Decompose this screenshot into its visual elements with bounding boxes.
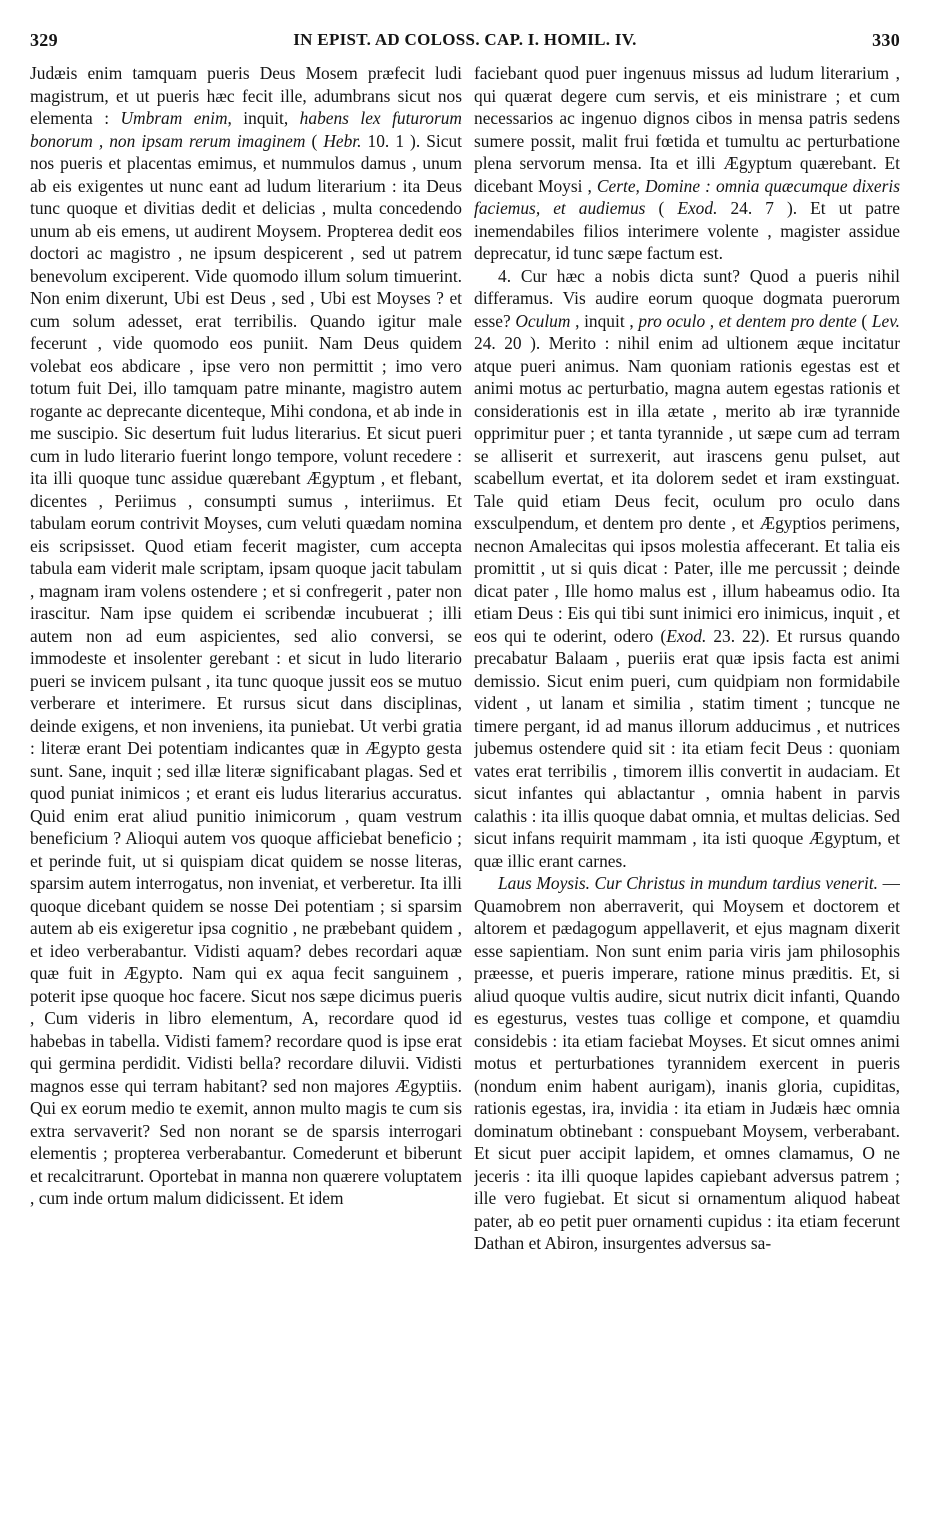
page-number-left: 329	[30, 30, 58, 50]
text-run: , inquit ,	[570, 310, 639, 331]
page-number-right: 330	[872, 30, 900, 50]
scripture-reference: Exod.	[677, 198, 718, 218]
paragraph	[474, 265, 900, 873]
text-run: 24. 7 ). Et ut patre inemendabiles filios interimere volente , magister assidue deprecatur, id tunc sæpe factum est.	[474, 198, 900, 263]
text-run: , inquit,	[227, 108, 300, 128]
text-run: — Quamobrem non aberraverit, qui Moysem et doctorem et altorem et pædagogum appellaverit, et ejus magnam dixerit esse sapientiam. Non sunt enim paria viris jam philosophis præesse, et pueris imperare, ratione minus præditis. Et, si aliud quoque vultis audire, sicut nutrix dicit infanti, Quando es egesturus, vestes tuas collige et compone, et quamdiu considebis : ita etiam faciebat Moyses. Et sicut omnes animi motus et perturbationes tyrannidem exercent in pueris (nondum enim habent aurigam), inanis gloria, cupiditas, rationis egestas, ira, invidia : ita etiam in Judæis hæc omnia dominatum obtinebant : conspuebant Moysem, verberabant. Et sicut puer accipit lapidem, et omnes clamamus, O ne jeceris : ita illi quoque lapides capiebant adversus patrem ; ille vero fugiebat. Et sicut si ornamentum aliquod habeat pater, ab eo petit puer ornamenti cupidus : ita etiam fecerunt Dathan et Abiron, insurgentes adversus sa-	[474, 873, 900, 1253]
running-header	[30, 30, 900, 60]
scripture-quote: Certe, Domine : omnia quæcumque dixeris faciemus, et audiemus	[474, 175, 900, 218]
paragraph	[474, 872, 900, 1255]
left-column	[30, 62, 462, 1532]
scripture-quote: Oculum	[515, 310, 571, 331]
text-run: 4. Cur hæc a nobis dicta sunt? Quod a pueris nihil differamus. Vis audire eorum quoque dogmata puerorum esse?	[474, 265, 900, 331]
text-run: faciebant quod puer ingenuus missus ad ludum literarium , qui quærat degere cum servis, et eis ministrare ; et cum necessarios ac ingenuo dignos cibos in mensa patris sedens sumere possit, malit frui fœtida et tumultu ac perturbatione plena servorum mensa. Ita et illi Ægyptum quærebant. Et dicebant Moysi ,	[474, 63, 900, 196]
section-heading: Laus Moysis. Cur Christus in mundum tardius venerit.	[498, 873, 879, 893]
scripture-quote: habens lex futurorum bonorum , non ipsam rerum imaginem	[30, 108, 462, 151]
running-title: IN EPIST. AD COLOSS. CAP. I. HOMIL. IV.	[293, 30, 637, 49]
right-column	[474, 62, 900, 1532]
paragraph	[30, 62, 462, 1210]
text-run: 24. 20 ). Merito : nihil enim ad ultionem æque incitatur atque pueri animus. Nam quoniam rationis egestas est et animi motus ac perturbatio, magna autem egestas rationis et considerationis est in illa ætate , merito ab iræ tyrannide opprimitur puer ; et tanta tyrannide , ut sæpe cum ad terram se alliserit et surrexerit, aut irascens genu pulset, aut scabellum evertat, et ita dolorem sedet et iram exstinguat. Tale quid etiam Deus fecit, oculum pro oculo dans exsculpendum, et dentem pro dente , et Ægyptios perimens, necnon Amalecitas qui ipsos molestia affecerant. Et talia eis promittit , ut si quis dicat : Pater, ille me percussit ; deinde dicat pater , Ille homo malus est , illum habeamus odio. Ita etiam Deus : Eis qui tibi sunt inimici ero inimicus, inquit , et eos qui te oderint, odero (	[474, 333, 900, 646]
text-run: Judæis enim tamquam pueris Deus Mosem præfecit ludi magistrum, et ut pueris hæc fecit ille, adumbrans sicut nos elementa :	[30, 63, 462, 128]
text-run: 23. 22). Et rursus quando precabatur Balaam , pueriis erat quæ ipsis facta est animi demissio. Sicut enim pueri, cum quidpiam non formidabile vident , ut lanam et similia , statim timent ; tuncque ne timere pergant, id ad manus illorum adducimus , et nutrices jubemus ostendere quid sit : ita etiam fecit Deus : quoniam vates erat terribilis , timorem illis convertit in audaciam. Et sicut infantes qui ablactantur , omnia habent in parvis calathis : ita illis quoque dabat omnia, et multas delicias. Sed sicut infans requirit mammam , ita isti quoque Ægyptum, et quæ illic erant carnes.	[474, 625, 900, 871]
scripture-reference: Lev.	[871, 310, 900, 331]
paragraph	[474, 62, 900, 265]
scripture-quote: pro oculo , et dentem pro dente	[638, 310, 857, 331]
text-run: (	[645, 198, 678, 218]
scripture-reference: Hebr.	[323, 130, 362, 151]
scripture-quote: Umbram enim	[120, 108, 228, 128]
scripture-reference: Exod.	[666, 625, 707, 646]
text-run: 10. 1 ). Sicut nos pueris et placentas emimus, et nummulos damus , unum ab eis exigentes ut nunc eant ad ludum literarium : ita Deus tunc quoque et divitias dedit et delicias , multa concedendo unum ab eis emens, ut audirent Moysem. Propterea dedit eos doctori ac magistro , ne ipsum despicerent , sed ut patrem benevolum exciperent. Vide quomodo illum solum timuerint. Non enim dixerunt, Ubi est Deus , sed , Ubi est Moyses ? et cum solum adesset, erat terribilis. Quando igitur male fecerunt , vide quomodo eos puniit. Nam Deus quidem volebat eos abdicare , ipse vero non permittit ; imo vero totum fuit Dei, illo tamquam patre minante, magistro autem rogante ac deprecante dicenteque, Mihi condona, et ab inde in me suscipio. Sic desertum fuit ludus literarius. Et sicut pueri cum in ludo literario fuerint longo tempore, volunt recedere : ita illi quoque tunc assidue quærebant Ægyptum , et flebant, dicentes , Periimus , consumpti sumus , interiimus. Et tabulam eorum contrivit Moyses, cum veluti quædam nomina eis scripsisset. Quod etiam fecerit magister, cum accepta tabula eam viderit male scriptam, ipsam quoque jacit tabulam , magnam iram volens ostendere ; et si confregerit , pater non irascitur. Nam ipse quidem ei scribendæ incubuerat ; illi autem non ad eum aspicientes, sed alio conversi, se immodeste et insolenter gerebant : et sicut in ludo literario pueri se invicem pulsant , ita tunc quoque jussit eos se mutuo verberare et interimere. Et rursus sicut dans disciplinas, deinde exigens, et non inveniens, ita puniebat. Ut verbi gratia : literæ erant Dei potentiam indicantes quæ in Ægypto gesta sunt. Sane, inquit ; sed illæ literæ significabant plagas. Sed et quod puniat inimicos ; et erant eis ludus literarius accuratus. Quid enim erat aliud punitio inimicorum , quam vestrum beneficium ? Alioqui autem vos quoque afficiebat beneficio ; et perinde fuit, ut si quispiam dicat quidem se nosse literas, sparsim autem interrogatus, non inveniat, et verberetur. Ita illi quoque dicebant quidem se nosse Dei potentiam ; si sparsim autem ab eis exigeretur ipsa cognitio , ne præbebant quidem , et ideo verberabantur. Vidisti aquam? debes recordari aquæ quæ fuit in Ægypto. Nam qui ex aqua fecit sanguinem , poterit ipse quoque hoc facere. Sicut nos sæpe dicimus pueris , Cum videris in libro elementum, A, recordare quod id habebas in tabella. Vidisti famem? recordare quod is ipse erat qui germina perdidit. Vidisti bella? recordare diluvii. Vidisti magnos esse qui terram habitant? sed non majores Ægyptiis. Qui ex eorum medio te exemit, annon multo magis te cum sis extra servaverit? Sed non norant se de sparsis interrogari elementis ; propterea verberabantur. Comederunt et biberunt et recalcitrarunt. Oportebat in manna non quærere voluptatem , cum inde ortum malum didicissent. Et idem	[30, 130, 462, 1208]
text-run: (	[305, 130, 324, 151]
text-run: (	[856, 310, 872, 331]
